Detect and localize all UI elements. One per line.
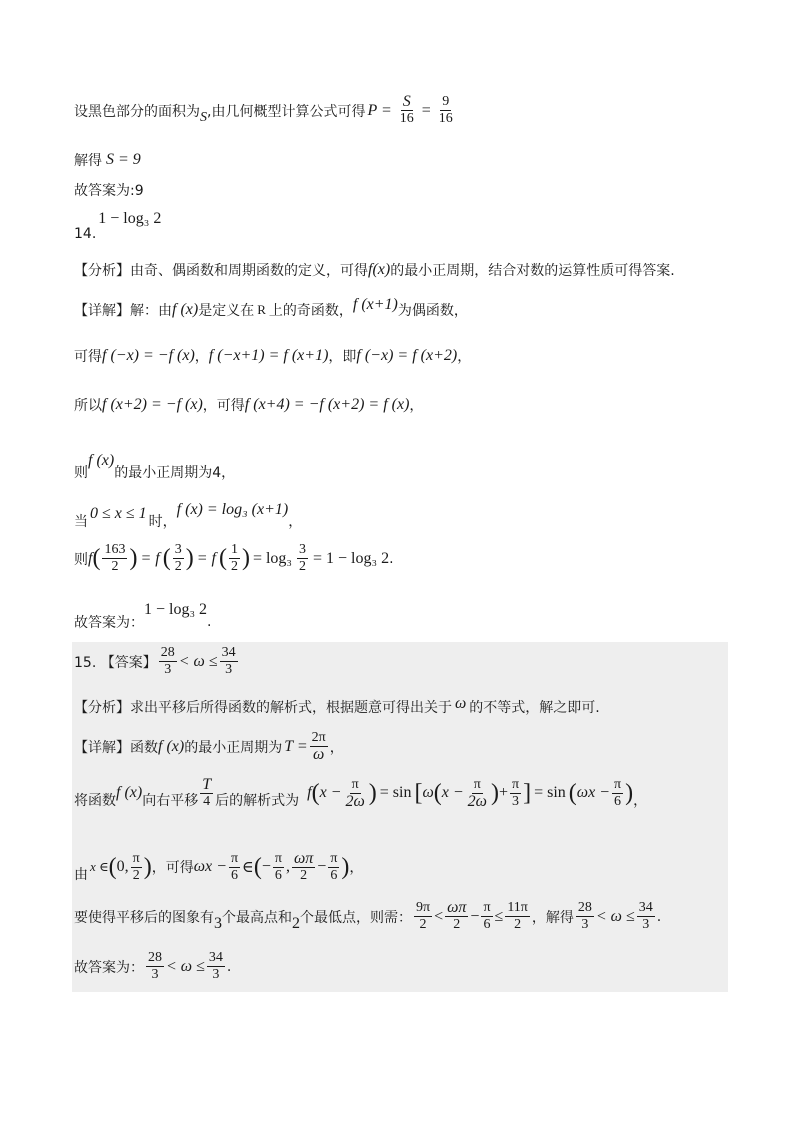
text: 将函数 xyxy=(74,793,116,809)
text: 的不等式，解之即可. xyxy=(469,700,600,716)
math-S: S xyxy=(200,109,207,125)
math: S = 9 xyxy=(106,151,141,168)
text: 后的解析式为 xyxy=(215,793,300,809)
fraction: $\frac{28}{3}$ xyxy=(577,900,592,932)
text: . xyxy=(656,908,662,925)
fraction-9-16: $\frac{9}{16}$ xyxy=(438,94,453,126)
text: 解得 xyxy=(74,153,102,169)
text: 则 xyxy=(74,551,88,568)
math: < ω ≤ xyxy=(178,652,218,670)
text: ， xyxy=(288,514,303,530)
fraction: $\frac{\pi}{6}$ xyxy=(613,776,622,809)
math: f(x) xyxy=(368,261,391,278)
math: f (x) xyxy=(116,784,143,801)
fraction: $\frac{28}{3}$ xyxy=(160,645,175,677)
text: ， xyxy=(329,739,344,756)
line-15-detail-3: 由 x ∈ ( 0, $\frac{\pi}{2}$ ) ，可得 ωx − $\frac{\pi}{6}$ ∈ ( − $\frac{\pi}{6}$ , $\frac{\omega\pi}{2}$ − $\frac{\pi}{6}$ ) ， xyxy=(74,849,364,883)
text: ， xyxy=(633,793,648,809)
text: ，可得 xyxy=(151,860,194,876)
line-15-analysis xyxy=(74,697,600,717)
fraction: $\frac{\pi}{2\omega}$ xyxy=(467,776,487,810)
fraction: $\frac{3}{2}$ xyxy=(299,542,306,574)
math-R: R xyxy=(257,302,266,317)
fraction: $\frac{\pi}{6}$ xyxy=(330,850,338,883)
text: ， xyxy=(349,860,364,876)
text: 可得 xyxy=(74,349,102,365)
line-solve xyxy=(74,150,141,170)
line-15-answer xyxy=(74,645,240,678)
math: f (x+2) = −f (x) xyxy=(102,396,203,413)
line-14-detail-1 xyxy=(74,296,468,320)
text: 15. 【答案】 xyxy=(74,654,157,671)
text: . xyxy=(226,958,232,975)
fraction: $\frac{11\pi}{2}$ xyxy=(507,900,528,932)
math: f xyxy=(307,784,312,801)
text: 【分析】由奇、偶函数和周期函数的定义，可得 xyxy=(74,263,368,279)
text: 故答案为： xyxy=(74,959,144,976)
text: ， xyxy=(194,349,209,365)
question-number: 14. xyxy=(74,226,97,242)
line-14-detail-6: 则 f ( $\frac{163}{2}$ ) = f ( $\frac{3}{2}$ ) = f ( $\frac{1}{2}$ ) = log₃ $\frac{3}{2}$ = 1 − log₃ 2 . xyxy=(74,542,394,574)
math: 3 xyxy=(214,914,222,932)
math: f xyxy=(88,549,93,567)
text: 为偶函数， xyxy=(397,303,468,319)
text: 【分析】求出平移后所得函数的解析式，根据题意可得出关于 xyxy=(74,700,452,716)
math: ω xyxy=(455,695,467,712)
fraction: $\frac{163}{2}$ xyxy=(104,542,126,574)
math: = f xyxy=(140,549,160,567)
line-answer-14 xyxy=(74,594,212,632)
math: T = xyxy=(284,737,308,755)
text: 要使得平移后的图象有 xyxy=(74,909,214,926)
text: 由 xyxy=(74,867,88,883)
fraction: $\frac{\pi}{2\omega}$ xyxy=(345,776,365,810)
fraction: $\frac{\pi}{3}$ xyxy=(512,776,520,809)
answer-15-shaded-block xyxy=(72,642,728,992)
fraction: $\frac{34}{3}$ xyxy=(221,645,236,677)
text: 故答案为:9 xyxy=(74,183,144,199)
line-15-detail-1 xyxy=(74,730,344,763)
math: f (x) xyxy=(172,301,199,318)
math: 1 − log₃ 2 xyxy=(98,210,162,227)
line-14-detail-5 xyxy=(74,497,302,531)
text: 设黑色部分的面积为 xyxy=(74,103,200,120)
math: f (x) xyxy=(88,452,115,469)
math: ωx − xyxy=(193,858,227,875)
text: 时， xyxy=(148,514,177,530)
line-answer-15: 故答案为： $\frac{28}{3}$ < ω ≤ $\frac{34}{3}$ . xyxy=(74,950,232,982)
text: 是定义在 xyxy=(198,303,255,319)
fraction: $\frac{\pi}{6}$ xyxy=(230,850,239,883)
math: = 1 − log₃ 2 xyxy=(313,549,390,567)
text: ,由几何概型计算公式可得 xyxy=(207,103,366,120)
math: f (−x) = −f (x) xyxy=(102,347,195,364)
text: 的最小正周期为4， xyxy=(114,465,236,481)
line-15-detail-4: 要使得平移后的图象有 3 个最高点和 2 个最低点，则需： $\frac{9\pi}{2}$ < $\frac{\omega\pi}{2}$ − $\frac{\pi}{6}$ ≤ $\frac{11\pi}{2}$ ，解得 $\frac{28}{3}$ < ω ≤ $\frac{34}{3}$ . xyxy=(74,899,662,932)
text: 当 xyxy=(74,514,88,530)
fraction: $\frac{3}{2}$ xyxy=(174,542,182,574)
math: = f xyxy=(196,549,216,567)
fraction: $\frac{T}{4}$ xyxy=(202,775,212,809)
text: 所以 xyxy=(74,398,102,414)
fraction: $\frac{\pi}{6}$ xyxy=(274,850,282,883)
line-14-header xyxy=(74,208,161,242)
fraction: $\frac{9\pi}{2}$ xyxy=(416,900,431,932)
math: f (−x) = f (x+2) xyxy=(356,347,458,364)
fraction: $\frac{\omega\pi}{2}$ xyxy=(293,849,314,883)
math: 0 ≤ x ≤ 1 xyxy=(90,505,147,522)
line-14-detail-3 xyxy=(74,395,423,415)
text: 的最小正周期为 xyxy=(184,739,283,756)
text: . xyxy=(389,550,394,567)
math: f (x+1) xyxy=(352,296,398,313)
text: 向右平移 xyxy=(142,793,199,809)
fraction-S-16: $\frac{S}{16}$ xyxy=(399,93,414,126)
text: ， xyxy=(457,349,472,365)
equals: = xyxy=(421,101,431,119)
fraction: $\frac{1}{2}$ xyxy=(230,542,238,574)
math: 1 − log₃ 2 xyxy=(144,601,208,618)
text: 个最低点，则需： xyxy=(300,909,412,926)
text: 【详解】解：由 xyxy=(74,303,172,319)
text: ，可得 xyxy=(202,398,245,414)
math: f (x) xyxy=(158,737,185,755)
math: 2 xyxy=(292,914,300,932)
fraction: $\frac{\omega\pi}{2}$ xyxy=(447,899,467,932)
line-14-detail-4 xyxy=(74,448,235,482)
fraction: $\frac{34}{3}$ xyxy=(638,900,653,932)
math: f (−x+1) = f (x+1) xyxy=(208,347,329,364)
text: ，即 xyxy=(328,349,357,365)
fraction: $\frac{28}{3}$ xyxy=(148,950,162,982)
math: = log₃ xyxy=(252,549,292,567)
text: ，解得 xyxy=(531,909,574,926)
fraction: $\frac{34}{3}$ xyxy=(208,950,223,982)
text: 上的奇函数， xyxy=(268,303,353,319)
line-area-formula xyxy=(74,94,457,127)
text: 则 xyxy=(74,465,88,481)
math: x ∈ xyxy=(90,859,109,874)
text: 个最高点和 xyxy=(222,909,292,926)
line-answer-13 xyxy=(74,180,144,200)
fraction: $\frac{2\pi}{\omega}$ xyxy=(311,730,326,763)
line-14-analysis xyxy=(74,260,675,280)
line-15-detail-2: 将函数 f (x) 向右平移 $\frac{T}{4}$ 后的解析式为 f ( x − $\frac{\pi}{2\omega}$ ) = sin [ ω ( x − $\frac{\pi}{2\omega}$ ) + $\frac{\pi}{3}$ ] = sin ( ωx − $\frac{\pi}{6}$ ) ， xyxy=(74,775,648,810)
text: . xyxy=(207,614,212,630)
math: = sin xyxy=(379,784,412,801)
line-14-detail-2 xyxy=(74,346,471,366)
math: f (x) = log₃ (x+1) xyxy=(176,501,289,518)
math-P: P = xyxy=(367,101,392,119)
fraction: $\frac{\pi}{6}$ xyxy=(483,900,491,932)
text: 【详解】函数 xyxy=(74,739,158,756)
text: 的最小正周期，结合对数的运算性质可得答案. xyxy=(390,263,675,279)
math: f (x+4) = −f (x+2) = f (x) xyxy=(244,396,410,413)
fraction: $\frac{\pi}{2}$ xyxy=(132,850,140,883)
math: = sin xyxy=(534,784,566,801)
text: 故答案为： xyxy=(74,615,144,631)
text: ， xyxy=(409,398,424,414)
